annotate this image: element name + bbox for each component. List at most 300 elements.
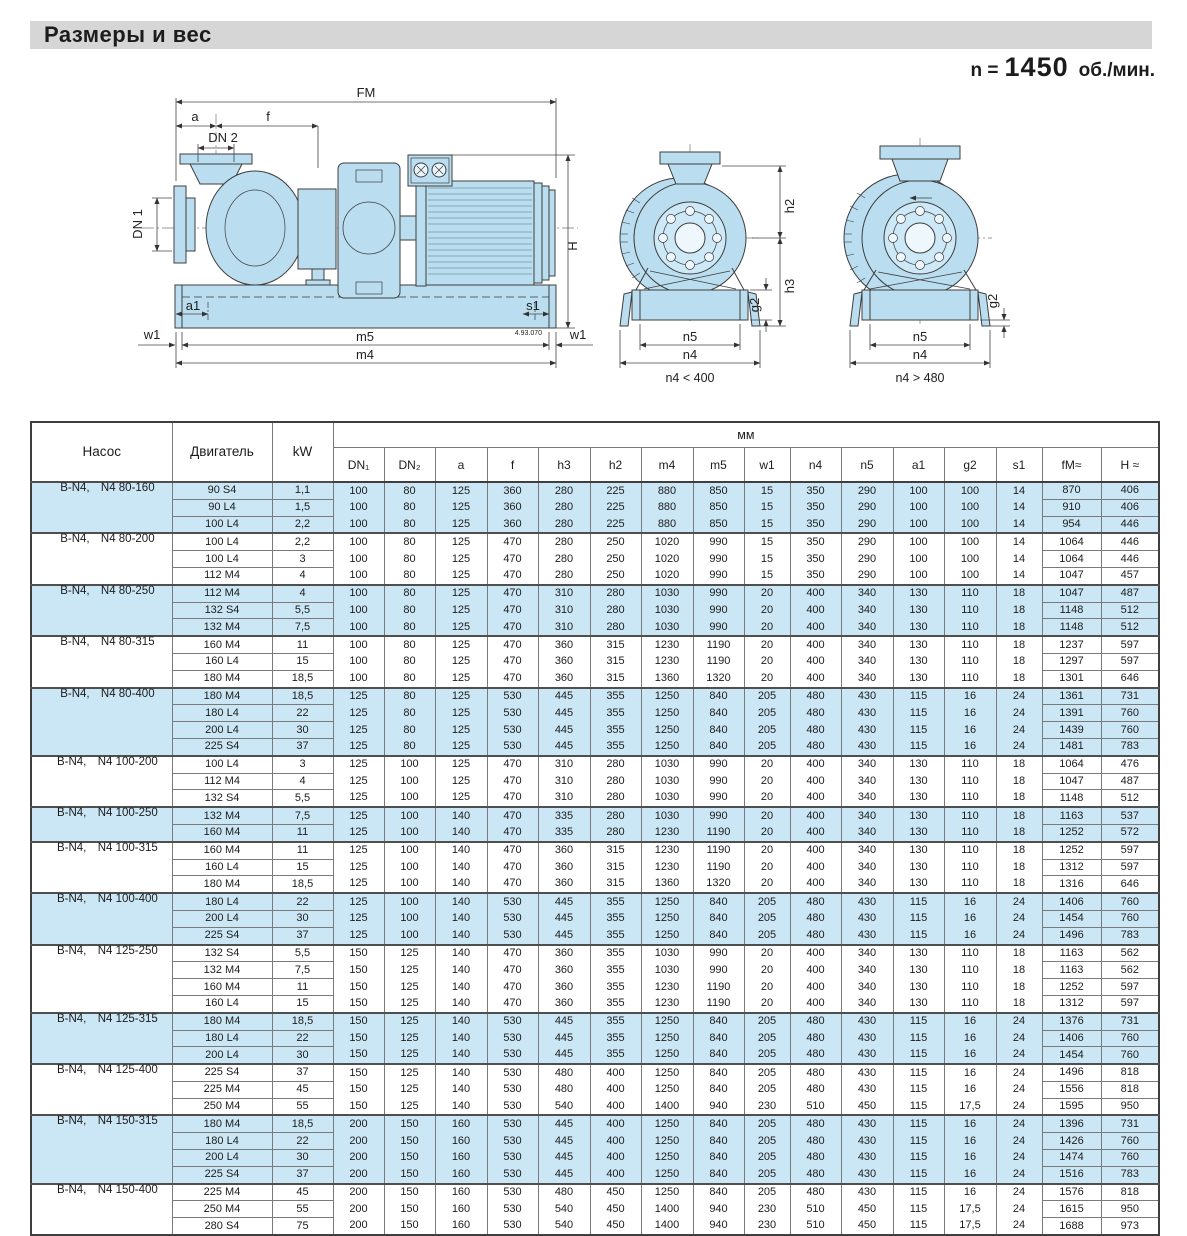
dim-value-cell: 18: [996, 995, 1042, 1012]
dim-value-cell: 400: [790, 962, 841, 979]
dim-value-cell: 110: [944, 859, 996, 876]
dim-value-cell: 530: [487, 910, 538, 927]
dim-value-cell: 870: [1042, 482, 1101, 499]
dim-value-cell: 530: [487, 893, 538, 910]
dim-value-cell: 100: [384, 859, 435, 876]
motor-size-cell: 132 S4: [172, 790, 272, 807]
power-kw-cell: 4: [272, 773, 333, 790]
dim-value-cell: 1148: [1042, 602, 1101, 619]
dim-value-cell: 783: [1101, 927, 1159, 944]
dim-value-cell: 290: [841, 551, 893, 568]
dim-value-cell: 430: [841, 738, 893, 755]
dim-value-cell: 130: [893, 670, 944, 687]
dim-value-cell: 140: [435, 876, 487, 893]
dim-value-cell: 450: [590, 1201, 641, 1218]
dim-value-cell: 17,5: [944, 1201, 996, 1218]
dim-value-cell: 205: [744, 688, 790, 705]
dim-value-cell: 115: [893, 927, 944, 944]
dim-value-cell: 160: [435, 1201, 487, 1218]
dim-value-cell: 20: [744, 773, 790, 790]
dim-value-cell: 400: [790, 653, 841, 670]
dim-value-cell: 125: [333, 756, 384, 773]
dim-value-cell: 1250: [641, 1184, 693, 1201]
col-header-pump: Насос: [31, 422, 172, 482]
dim-value-cell: 470: [487, 670, 538, 687]
power-kw-cell: 37: [272, 1064, 333, 1081]
dim-value-cell: 1148: [1042, 619, 1101, 636]
dim-value-cell: 205: [744, 1115, 790, 1132]
table-row: [31, 1166, 1159, 1183]
dim-value-cell: 280: [590, 807, 641, 824]
dim-value-cell: 130: [893, 824, 944, 841]
dim-value-cell: 140: [435, 807, 487, 824]
dim-value-cell: 1030: [641, 790, 693, 807]
dim-value-cell: 230: [744, 1201, 790, 1218]
table-row: [31, 585, 1159, 602]
dim-value-cell: 470: [487, 585, 538, 602]
power-kw-cell: 7,5: [272, 619, 333, 636]
dim-value-cell: 315: [590, 859, 641, 876]
dim-value-cell: 1250: [641, 1166, 693, 1183]
dim-value-cell: 480: [790, 1184, 841, 1201]
dim-value-cell: 16: [944, 893, 996, 910]
dim-value-cell: 840: [693, 1013, 744, 1030]
motor-size-cell: 225 S4: [172, 1064, 272, 1081]
dim-value-cell: 200: [333, 1133, 384, 1150]
dim-value-cell: 760: [1101, 1047, 1159, 1064]
motor-size-cell: 180 M4: [172, 670, 272, 687]
table-row: [31, 756, 1159, 773]
table-row: [31, 859, 1159, 876]
dim-value-cell: 125: [435, 619, 487, 636]
dim-label-g2-left: g2: [747, 297, 762, 313]
dim-value-cell: 100: [893, 482, 944, 499]
dim-value-cell: 445: [538, 893, 590, 910]
motor-size-cell: 280 S4: [172, 1218, 272, 1235]
dim-value-cell: 530: [487, 1098, 538, 1115]
dim-value-cell: 850: [693, 516, 744, 533]
dim-value-cell: 400: [590, 1098, 641, 1115]
dim-label-a: a: [191, 109, 199, 124]
dim-value-cell: 990: [693, 962, 744, 979]
pump-name-cell: [31, 1184, 172, 1235]
dim-value-cell: 1163: [1042, 962, 1101, 979]
dim-value-cell: 990: [693, 773, 744, 790]
dim-value-cell: 355: [590, 705, 641, 722]
dim-value-cell: 310: [538, 619, 590, 636]
dim-value-cell: 130: [893, 790, 944, 807]
dim-value-cell: 446: [1101, 551, 1159, 568]
table-row: [31, 482, 1159, 499]
dim-value-cell: 350: [790, 533, 841, 550]
dim-value-cell: 125: [435, 499, 487, 516]
dim-value-cell: 990: [693, 807, 744, 824]
dim-value-cell: 470: [487, 790, 538, 807]
dim-value-cell: 360: [538, 653, 590, 670]
dim-value-cell: 140: [435, 910, 487, 927]
dim-value-cell: 355: [590, 1047, 641, 1064]
dim-value-cell: 1595: [1042, 1098, 1101, 1115]
caption-n4-large: n4 > 480: [895, 371, 945, 385]
dim-value-cell: 80: [384, 516, 435, 533]
dim-value-cell: 18: [996, 585, 1042, 602]
dim-value-cell: 646: [1101, 876, 1159, 893]
dim-label-s1: s1: [526, 298, 540, 313]
dim-value-cell: 24: [996, 1184, 1042, 1201]
pump-model: N4 80-400: [100, 687, 155, 700]
col-header-dim-2: a: [435, 448, 487, 482]
dim-label-a1: a1: [185, 298, 201, 313]
dim-value-cell: 200: [333, 1115, 384, 1132]
col-header-kw: kW: [272, 422, 333, 482]
dim-value-cell: 115: [893, 1218, 944, 1235]
pump-series: B-N4,: [60, 533, 90, 546]
dim-value-cell: 24: [996, 927, 1042, 944]
dim-value-cell: 1426: [1042, 1133, 1101, 1150]
dim-value-cell: 840: [693, 927, 744, 944]
dimensions-table: [30, 421, 1160, 1236]
dim-value-cell: 310: [538, 773, 590, 790]
dim-value-cell: 470: [487, 824, 538, 841]
dim-value-cell: 400: [790, 824, 841, 841]
dim-value-cell: 783: [1101, 1166, 1159, 1183]
dim-value-cell: 18: [996, 756, 1042, 773]
dim-value-cell: 20: [744, 790, 790, 807]
dim-value-cell: 400: [590, 1081, 641, 1098]
dim-value-cell: 200: [333, 1166, 384, 1183]
col-header-mm: мм: [333, 422, 1159, 448]
dim-value-cell: 1360: [641, 876, 693, 893]
dim-value-cell: 150: [333, 962, 384, 979]
table-row: [31, 927, 1159, 944]
dim-value-cell: 80: [384, 636, 435, 653]
dim-value-cell: 16: [944, 1047, 996, 1064]
dim-value-cell: 16: [944, 722, 996, 739]
dim-value-cell: 110: [944, 824, 996, 841]
dim-value-cell: 1688: [1042, 1218, 1101, 1235]
dim-value-cell: 470: [487, 842, 538, 859]
dim-value-cell: 200: [333, 1184, 384, 1201]
motor-size-cell: 100 L4: [172, 516, 272, 533]
motor-size-cell: 200 L4: [172, 910, 272, 927]
dim-value-cell: 100: [333, 499, 384, 516]
dim-value-cell: 512: [1101, 602, 1159, 619]
dim-value-cell: 100: [893, 551, 944, 568]
dim-value-cell: 18: [996, 773, 1042, 790]
dim-value-cell: 480: [538, 1081, 590, 1098]
pump-name-cell: [31, 482, 172, 533]
dim-value-cell: 280: [590, 773, 641, 790]
dim-value-cell: 315: [590, 876, 641, 893]
dim-value-cell: 445: [538, 1013, 590, 1030]
dim-value-cell: 315: [590, 842, 641, 859]
table-row: [31, 1047, 1159, 1064]
dim-value-cell: 315: [590, 636, 641, 653]
dim-value-cell: 406: [1101, 482, 1159, 499]
dim-value-cell: 130: [893, 979, 944, 996]
dim-value-cell: 20: [744, 842, 790, 859]
dim-value-cell: 24: [996, 722, 1042, 739]
dim-value-cell: 540: [538, 1201, 590, 1218]
dim-value-cell: 100: [333, 516, 384, 533]
col-header-dim-3: f: [487, 448, 538, 482]
dim-value-cell: 470: [487, 773, 538, 790]
dim-value-cell: 205: [744, 738, 790, 755]
dim-value-cell: 400: [790, 995, 841, 1012]
dim-value-cell: 530: [487, 705, 538, 722]
dim-value-cell: 430: [841, 722, 893, 739]
dim-value-cell: 487: [1101, 773, 1159, 790]
dim-value-cell: 406: [1101, 499, 1159, 516]
dim-value-cell: 340: [841, 773, 893, 790]
suction-flange: [174, 186, 186, 263]
motor-size-cell: 100 L4: [172, 756, 272, 773]
dim-value-cell: 530: [487, 1150, 538, 1167]
dim-value-cell: 1312: [1042, 995, 1101, 1012]
dim-value-cell: 760: [1101, 705, 1159, 722]
dim-value-cell: 110: [944, 773, 996, 790]
dim-value-cell: 100: [384, 893, 435, 910]
dim-value-cell: 760: [1101, 1133, 1159, 1150]
dim-value-cell: 818: [1101, 1081, 1159, 1098]
section-title-bar: [30, 21, 1152, 49]
dim-value-cell: 340: [841, 859, 893, 876]
dim-value-cell: 470: [487, 876, 538, 893]
dim-value-cell: 1064: [1042, 551, 1101, 568]
dim-value-cell: 24: [996, 1150, 1042, 1167]
dim-value-cell: 360: [538, 876, 590, 893]
dim-value-cell: 280: [538, 551, 590, 568]
dim-value-cell: 24: [996, 1013, 1042, 1030]
dim-value-cell: 14: [996, 482, 1042, 499]
dim-value-cell: 140: [435, 979, 487, 996]
power-kw-cell: 18,5: [272, 688, 333, 705]
dim-value-cell: 850: [693, 482, 744, 499]
dim-value-cell: 100: [333, 602, 384, 619]
dim-value-cell: 1190: [693, 979, 744, 996]
dim-value-cell: 100: [893, 516, 944, 533]
motor-end-cap: [549, 190, 555, 276]
dim-value-cell: 24: [996, 1098, 1042, 1115]
dim-value-cell: 140: [435, 1064, 487, 1081]
dim-value-cell: 280: [590, 619, 641, 636]
power-kw-cell: 15: [272, 995, 333, 1012]
dim-value-cell: 80: [384, 722, 435, 739]
pump-model: N4 150-400: [97, 1183, 158, 1196]
dim-value-cell: 205: [744, 1150, 790, 1167]
dim-value-cell: 200: [333, 1150, 384, 1167]
dim-value-cell: 990: [693, 945, 744, 962]
dim-value-cell: 140: [435, 995, 487, 1012]
dim-value-cell: 480: [790, 1030, 841, 1047]
dim-value-cell: 530: [487, 722, 538, 739]
dim-value-cell: 140: [435, 945, 487, 962]
dim-value-cell: 572: [1101, 824, 1159, 841]
dim-value-cell: 1163: [1042, 807, 1101, 824]
dim-value-cell: 940: [693, 1218, 744, 1235]
dim-value-cell: 16: [944, 705, 996, 722]
pump-model: N4 125-400: [97, 1064, 158, 1077]
dim-value-cell: 350: [790, 482, 841, 499]
dim-value-cell: 150: [333, 1064, 384, 1081]
dim-value-cell: 150: [384, 1133, 435, 1150]
dim-value-cell: 445: [538, 910, 590, 927]
dim-value-cell: 100: [384, 824, 435, 841]
discharge-flange: [180, 154, 252, 164]
dim-value-cell: 470: [487, 602, 538, 619]
table-header: [31, 422, 1159, 482]
dim-value-cell: 20: [744, 824, 790, 841]
dim-value-cell: 1030: [641, 773, 693, 790]
dim-value-cell: 1250: [641, 927, 693, 944]
pump-model: N4 150-315: [97, 1115, 158, 1128]
dim-value-cell: 225: [590, 482, 641, 499]
dim-value-cell: 18: [996, 807, 1042, 824]
dim-value-cell: 125: [333, 790, 384, 807]
pump-model: N4 100-400: [97, 893, 158, 906]
dim-value-cell: 850: [693, 499, 744, 516]
dim-value-cell: 125: [384, 1081, 435, 1098]
dim-value-cell: 110: [944, 979, 996, 996]
dim-value-cell: 80: [384, 567, 435, 584]
dim-value-cell: 360: [538, 859, 590, 876]
dim-value-cell: 840: [693, 722, 744, 739]
power-kw-cell: 11: [272, 842, 333, 859]
power-kw-cell: 18,5: [272, 1115, 333, 1132]
dim-value-cell: 990: [693, 756, 744, 773]
dim-label-n4-right: n4: [912, 347, 928, 362]
dim-value-cell: 1400: [641, 1218, 693, 1235]
dim-value-cell: 355: [590, 995, 641, 1012]
dim-value-cell: 125: [435, 533, 487, 550]
table-row: [31, 688, 1159, 705]
dim-value-cell: 350: [790, 551, 841, 568]
dim-value-cell: 115: [893, 1201, 944, 1218]
dim-value-cell: 480: [790, 1166, 841, 1183]
dim-value-cell: 125: [435, 688, 487, 705]
dim-value-cell: 355: [590, 688, 641, 705]
dim-value-cell: 445: [538, 1115, 590, 1132]
dim-value-cell: 350: [790, 499, 841, 516]
table-row: [31, 1081, 1159, 1098]
dim-value-cell: 840: [693, 1166, 744, 1183]
dim-value-cell: 100: [893, 533, 944, 550]
pump-series: B-N4,: [56, 1064, 87, 1077]
dim-value-cell: 205: [744, 722, 790, 739]
dim-value-cell: 360: [538, 636, 590, 653]
dim-value-cell: 340: [841, 756, 893, 773]
dim-value-cell: 150: [333, 945, 384, 962]
dim-value-cell: 430: [841, 1013, 893, 1030]
dim-value-cell: 140: [435, 1098, 487, 1115]
table-row: [31, 773, 1159, 790]
table-row: [31, 945, 1159, 962]
dim-value-cell: 280: [538, 516, 590, 533]
dim-value-cell: 400: [790, 945, 841, 962]
table-row: [31, 533, 1159, 550]
dim-value-cell: 430: [841, 1081, 893, 1098]
dim-value-cell: 445: [538, 1030, 590, 1047]
dim-value-cell: 16: [944, 927, 996, 944]
col-header-dim-4: h3: [538, 448, 590, 482]
dim-value-cell: 540: [538, 1098, 590, 1115]
dim-value-cell: 115: [893, 1166, 944, 1183]
dim-value-cell: 510: [790, 1098, 841, 1115]
dim-value-cell: 340: [841, 995, 893, 1012]
pump-series: B-N4,: [60, 482, 90, 494]
dim-value-cell: 1030: [641, 962, 693, 979]
col-header-dim-14: fM≈: [1042, 448, 1101, 482]
dim-value-cell: 1064: [1042, 756, 1101, 773]
dim-value-cell: 530: [487, 1218, 538, 1235]
dim-value-cell: 115: [893, 1150, 944, 1167]
dim-value-cell: 125: [333, 773, 384, 790]
dim-value-cell: 16: [944, 1115, 996, 1132]
dim-value-cell: 125: [384, 1013, 435, 1030]
dim-value-cell: 20: [744, 859, 790, 876]
discharge-flange-front: [660, 152, 720, 164]
dim-value-cell: 1047: [1042, 773, 1101, 790]
dim-value-cell: 880: [641, 482, 693, 499]
dim-value-cell: 470: [487, 551, 538, 568]
dim-value-cell: 130: [893, 995, 944, 1012]
dim-value-cell: 80: [384, 602, 435, 619]
dim-value-cell: 110: [944, 876, 996, 893]
dim-value-cell: 1250: [641, 893, 693, 910]
pump-name-cell: [31, 893, 172, 944]
dim-value-cell: 130: [893, 653, 944, 670]
dim-value-cell: 350: [790, 516, 841, 533]
dim-value-cell: 205: [744, 1133, 790, 1150]
dim-value-cell: 950: [1101, 1201, 1159, 1218]
base-channel-2: [862, 290, 978, 320]
dim-value-cell: 20: [744, 653, 790, 670]
table-row: [31, 842, 1159, 859]
dim-value-cell: 731: [1101, 1013, 1159, 1030]
dim-value-cell: 100: [944, 482, 996, 499]
dim-value-cell: 125: [384, 979, 435, 996]
dim-value-cell: 280: [538, 567, 590, 584]
drawing-number: 4.93.070: [514, 330, 542, 337]
dim-value-cell: 125: [435, 722, 487, 739]
dim-value-cell: 100: [944, 516, 996, 533]
dim-value-cell: 480: [790, 1047, 841, 1064]
dim-value-cell: 15: [744, 499, 790, 516]
motor-size-cell: 132 M4: [172, 619, 272, 636]
dim-value-cell: 130: [893, 876, 944, 893]
power-kw-cell: 11: [272, 979, 333, 996]
dim-value-cell: 20: [744, 807, 790, 824]
dim-value-cell: 310: [538, 790, 590, 807]
dim-value-cell: 80: [384, 619, 435, 636]
table-row: [31, 653, 1159, 670]
table-row: [31, 876, 1159, 893]
dim-value-cell: 18: [996, 842, 1042, 859]
dim-value-cell: 16: [944, 1013, 996, 1030]
motor-size-cell: 160 M4: [172, 842, 272, 859]
dim-value-cell: 24: [996, 910, 1042, 927]
dim-value-cell: 1230: [641, 824, 693, 841]
caption-n4-small: n4 < 400: [665, 371, 715, 385]
dim-value-cell: 125: [333, 910, 384, 927]
dim-value-cell: 115: [893, 1081, 944, 1098]
dim-value-cell: 335: [538, 824, 590, 841]
dim-value-cell: 115: [893, 738, 944, 755]
dim-value-cell: 110: [944, 636, 996, 653]
dim-value-cell: 990: [693, 585, 744, 602]
dim-value-cell: 530: [487, 688, 538, 705]
dim-value-cell: 18: [996, 790, 1042, 807]
